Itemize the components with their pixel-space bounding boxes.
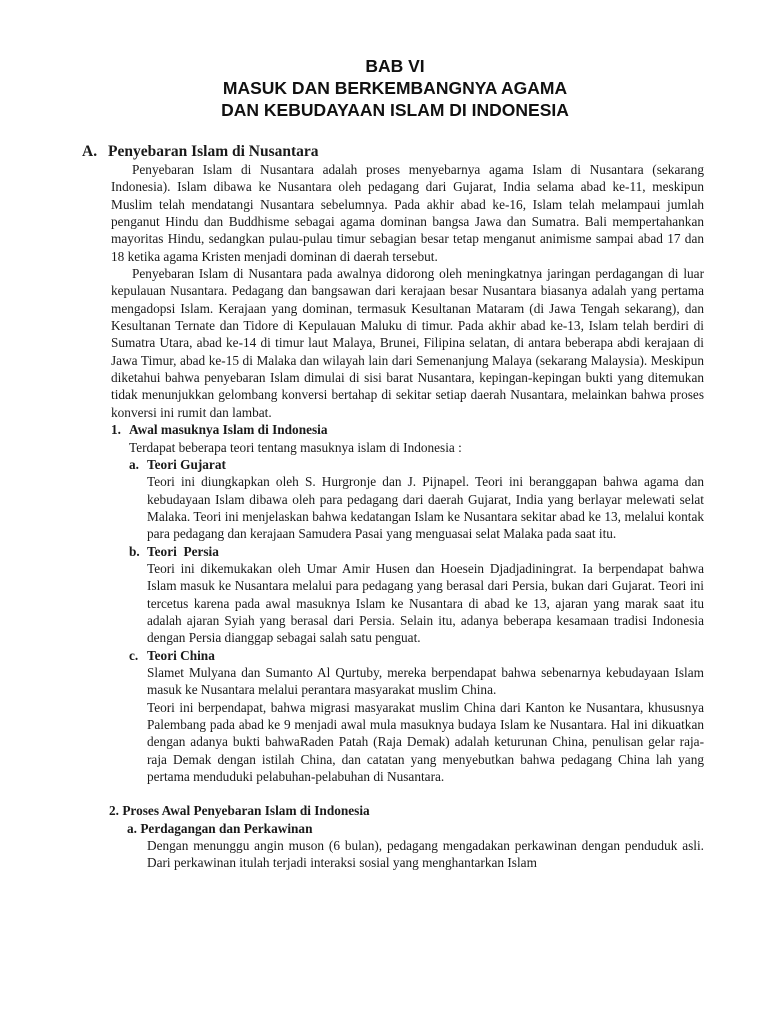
section-a-letter: A. <box>82 143 98 160</box>
teori-persia-title: Teori Persia <box>147 543 219 559</box>
teori-persia-heading <box>129 543 704 560</box>
subsection-2-title: Proses Awal Penyebaran Islam di Indonesia <box>122 803 370 819</box>
subsection-1-intro: Terdapat beberapa teori tentang masuknya islam di Indonesia : <box>129 439 462 455</box>
subsection-2-number: 2. <box>109 803 119 819</box>
perdagangan-heading <box>127 820 704 837</box>
teori-china-text-2: Teori ini berpendapat, bahwa migrasi masyarakat muslim China dari Kanton ke Nusantara, khususnya Palembang pada abad ke 9 menjadi awal mula masuknya budaya Islam ke Nusantara. Hal ini dikuatkan dengan adanya bukti bahwaRaden Patah (Raja Demak) adalah keturunan China, penulisan gelar raja-raja Demak dengan istilah China, dan catatan yang menyebutkan bahwa pedagang China lah yang pertama menduduki pelabuhan-pelabuhan di Nusantara. <box>147 699 704 785</box>
subsection-1-heading <box>111 421 704 438</box>
paragraph-2: Penyebaran Islam di Nusantara pada awalnya didorong oleh meningkatnya jaringan perdagangan di luar kepulauan Nusantara. Pedagang dan bangsawan dari kerajaan besar Nusantara biasanya adalah yang pertama mengadopsi Islam. Kerajaan yang dominan, termasuk Kesultanan Mataram (di Jawa Tengah sekarang), dan Kesultanan Ternate dan Tidore di Kepulauan Maluku di timur. Pada akhir abad ke-13, Islam telah berdiri di Sumatra Utara, abad ke-14 di timur laut Malaya, Brunei, Filipina selatan, di antara beberapa abdi kerajaan di Jawa Timur, abad ke-15 di Malaka dan wilayah lain dari Semenanjung Malaya (sekarang Malaysia). Meskipun diketahui bahwa penyebaran Islam dimulai di sisi barat Nusantara, kepingan-kepingan bukti yang ditemukan tidak menunjukkan gelombang konversi bertahap di sekitar setiap daerah Nusantara, melainkan bahwa proses konversi ini rumit dan lambat. <box>111 266 704 420</box>
teori-gujarat-title: Teori Gujarat <box>147 456 226 472</box>
paragraph-1: Penyebaran Islam di Nusantara adalah proses menyebarnya agama Islam di Nusantara (sekarang Indonesia). Islam dibawa ke Nusantara oleh pedagang dari Gujarat, India selama abad ke-11, meskipun Muslim telah mendatangi Nusantara sebelumnya. Pada akhir abad ke-16, Islam telah melampaui jumlah penganut Hindu dan Buddhisme sebagai agama dominan bangsa Jawa dan Sumatra. Bali mempertahankan mayoritas Hindu, sedangkan pulau-pulau timur sebagian besar tetap menganut animisme sampai abad 17 dan 18 ketika agama Kristen menjadi dominan di daerah tersebut. <box>111 162 704 264</box>
teori-china-title: Teori China <box>147 647 215 663</box>
subsection-1-title: Awal masuknya Islam di Indonesia <box>129 422 328 438</box>
spacer <box>111 785 704 802</box>
chapter-number: BAB VI <box>365 56 425 76</box>
chapter-title-line-2: DAN KEBUDAYAAN ISLAM DI INDONESIA <box>221 100 569 120</box>
teori-china-heading <box>129 647 704 664</box>
teori-persia-text: Teori ini dikemukakan oleh Umar Amir Husen dan Hoesein Djadjadiningrat. Ia berpendapat bahwa Islam masuk ke Nusantara melalui para pedagang yang berasal dari Persia, bukan dari Gujarat. Teori ini tercetus karena pada awal masuknya Islam ke Nusantara di abad ke 13, ajaran yang marak saat itu adalah ajaran Syiah yang berasal dari Persia. Selain itu, adanya beberapa kesamaan tradisi Indonesia dengan Persia dianggap sebagai salah satu penguat. <box>147 560 704 646</box>
teori-gujarat-heading <box>129 456 704 473</box>
subsection-1-number: 1. <box>111 422 121 438</box>
section-a-title: Penyebaran Islam di Nusantara <box>108 143 319 160</box>
perdagangan-text: Dengan menunggu angin muson (6 bulan), pedagang mengadakan perkawinan dengan penduduk asli. Dari perkawinan itulah terjadi interaksi sosial yang menghantarkan Islam <box>147 838 704 871</box>
perdagangan-title: Perdagangan dan Perkawinan <box>140 820 313 836</box>
teori-gujarat-letter: a. <box>129 456 139 472</box>
teori-china-text-1: Slamet Mulyana dan Sumanto Al Qurtuby, mereka berpendapat bahwa sebenarnya kebudayaan Islam masuk ke Nusantara melalui perantara masyarakat muslim China. <box>147 664 704 698</box>
subsection-2-heading <box>109 802 704 819</box>
section-a-heading <box>82 143 319 161</box>
chapter-title-line-1: MASUK DAN BERKEMBANGNYA AGAMA <box>222 78 568 98</box>
perdagangan-letter: a. <box>127 820 137 836</box>
chapter-title <box>100 55 690 121</box>
document-body <box>111 161 704 872</box>
teori-china-letter: c. <box>129 647 139 663</box>
teori-gujarat-text: Teori ini diungkapkan oleh S. Hurgronje dan J. Pijnapel. Teori ini beranggapan bahwa agama dan kebudayaan Islam dibawa oleh para pedagang dari daerah Gujarat, India yang berlayar melewati selat Malaka. Teori ini menjelaskan bahwa kedatangan Islam ke Nusantara sekitar abad ke 13, melalui kontak para pedagang dan kerajaan Samudera Pasai yang menguasai selat Malaka pada saat itu. <box>147 474 704 542</box>
teori-persia-letter: b. <box>129 543 140 559</box>
